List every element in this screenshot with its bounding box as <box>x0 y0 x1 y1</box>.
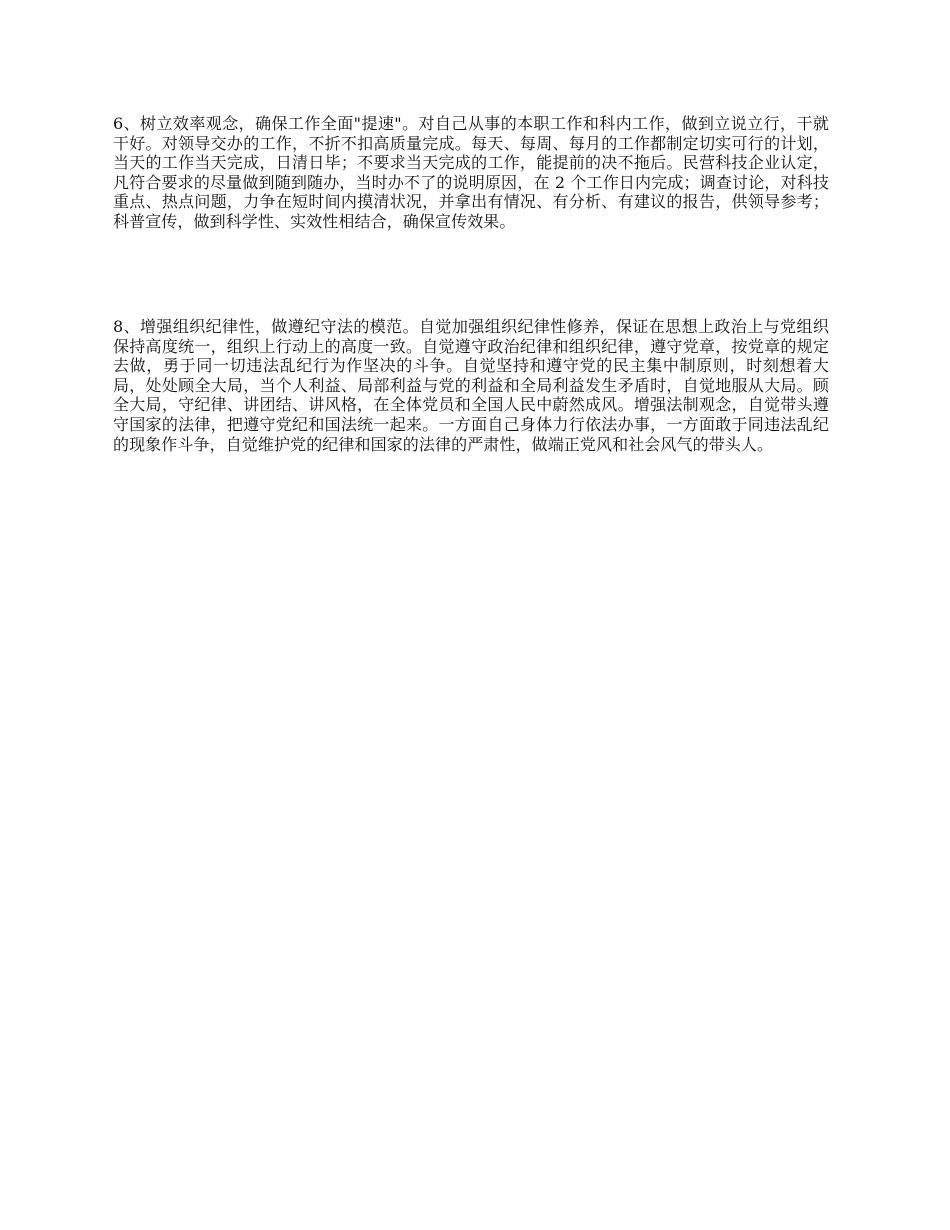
paragraph-item-8: 8、增强组织纪律性，做遵纪守法的模范。自觉加强组织纪律性修养，保证在思想上政治上与党组织保持高度统一，组织上行动上的高度一致。自觉遵守政治纪律和组织纪律，遵守党章，按党章的规定去做，勇于同一切违法乱纪行为作坚决的斗争。自觉坚持和遵守党的民主集中制原则，时刻想着大局，处处顾全大局，当个人利益、局部利益与党的利益和全局利益发生矛盾时，自觉地服从大局。顾全大局，守纪律、讲团结、讲风格，在全体党员和全国人民中蔚然成风。增强法制观念，自觉带头遵守国家的法律，把遵守党纪和国法统一起来。一方面自己身体力行依法办事，一方面敢于同违法乱纪的现象作斗争，自觉维护党的纪律和国家的法律的严肃性，做端正党风和社会风气的带头人。 <box>113 317 829 454</box>
paragraph-item-6: 6、树立效率观念，确保工作全面"提速"。对自己从事的本职工作和科内工作，做到立说立行，干就干好。对领导交办的工作，不折不扣高质量完成。每天、每周、每月的工作都制定切实可行的计划，当天的工作当天完成，日清日毕；不要求当天完成的工作，能提前的决不拖后。民营科技企业认定，凡符合要求的尽量做到随到随办，当时办不了的说明原因，在 2 个工作日内完成；调查讨论，对科技重点、热点问题，力争在短时间内摸清状况，并拿出有情况、有分析、有建议的报告，供领导参考；科普宣传，做到科学性、实效性相结合，确保宣传效果。 <box>113 114 829 231</box>
